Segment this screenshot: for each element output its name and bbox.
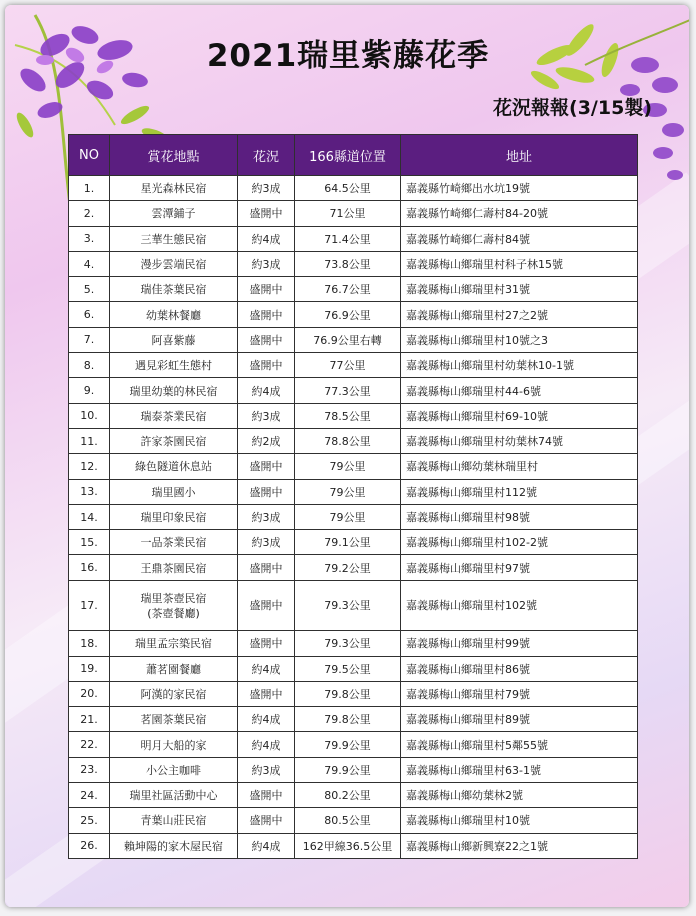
cell-address: 嘉義縣梅山鄉瑞里村31號 (401, 277, 638, 302)
table-row (69, 201, 638, 226)
cell-no: 5. (69, 277, 110, 302)
table-row (69, 428, 638, 453)
cell-status: 盛開中 (238, 479, 295, 504)
cell-no: 1. (69, 176, 110, 201)
cell-address: 嘉義縣梅山鄉瑞里村44-6號 (401, 378, 638, 403)
cell-no: 20. (69, 681, 110, 706)
cell-status: 約3成 (238, 504, 295, 529)
cell-status: 約3成 (238, 251, 295, 276)
cell-no: 3. (69, 226, 110, 251)
table-row (69, 277, 638, 302)
cell-address: 嘉義縣梅山鄉幼葉林瑞里村 (401, 454, 638, 479)
cell-address: 嘉義縣梅山鄉瑞里村27之2號 (401, 302, 638, 327)
cell-status: 盛開中 (238, 783, 295, 808)
cell-place: 星光森林民宿 (110, 176, 238, 201)
cell-no: 10. (69, 403, 110, 428)
cell-position: 79.1公里 (295, 530, 401, 555)
cell-place: 瑞泰茶業民宿 (110, 403, 238, 428)
cell-address: 嘉義縣梅山鄉瑞里村97號 (401, 555, 638, 580)
cell-address: 嘉義縣梅山鄉瑞里村63-1號 (401, 757, 638, 782)
cell-position: 78.5公里 (295, 403, 401, 428)
cell-position: 79公里 (295, 454, 401, 479)
cell-no: 26. (69, 833, 110, 858)
table-row (69, 555, 638, 580)
cell-status: 約3成 (238, 176, 295, 201)
table-row (69, 353, 638, 378)
cell-position: 79.9公里 (295, 757, 401, 782)
cell-address: 嘉義縣梅山鄉瑞里村98號 (401, 504, 638, 529)
cell-place (110, 580, 238, 631)
cell-position: 79.3公里 (295, 631, 401, 656)
cell-place: 雲潭鋪子 (110, 201, 238, 226)
cell-status: 約4成 (238, 833, 295, 858)
cell-place: 幼葉林餐廳 (110, 302, 238, 327)
table-row (69, 530, 638, 555)
cell-position: 71.4公里 (295, 226, 401, 251)
table-row (69, 454, 638, 479)
cell-place-line2: (茶壺餐廳) (147, 606, 200, 620)
cell-position: 78.8公里 (295, 428, 401, 453)
cell-status: 約4成 (238, 707, 295, 732)
header-place: 賞花地點 (110, 135, 238, 176)
cell-address: 嘉義縣梅山鄉瑞里村科子林15號 (401, 251, 638, 276)
cell-place: 小公主咖啡 (110, 757, 238, 782)
cell-position: 76.7公里 (295, 277, 401, 302)
cell-status: 盛開中 (238, 808, 295, 833)
cell-no: 18. (69, 631, 110, 656)
table-row (69, 504, 638, 529)
cell-status: 約3成 (238, 403, 295, 428)
cell-no: 17. (69, 580, 110, 631)
cell-no: 24. (69, 783, 110, 808)
cell-no: 14. (69, 504, 110, 529)
cell-position: 76.9公里 (295, 302, 401, 327)
cell-no: 7. (69, 327, 110, 352)
cell-status: 盛開中 (238, 555, 295, 580)
cell-address: 嘉義縣梅山鄉瑞里村86號 (401, 656, 638, 681)
cell-status: 盛開中 (238, 631, 295, 656)
cell-position: 71公里 (295, 201, 401, 226)
cell-no: 2. (69, 201, 110, 226)
table-row (69, 631, 638, 656)
header-address: 地址 (401, 135, 638, 176)
cell-no: 19. (69, 656, 110, 681)
table-row (69, 783, 638, 808)
cell-position: 79.9公里 (295, 732, 401, 757)
cell-no: 11. (69, 428, 110, 453)
cell-status: 約3成 (238, 530, 295, 555)
table-row (69, 176, 638, 201)
cell-no: 16. (69, 555, 110, 580)
cell-place: 瑞里印象民宿 (110, 504, 238, 529)
table-row (69, 707, 638, 732)
cell-place: 三華生態民宿 (110, 226, 238, 251)
cell-address: 嘉義縣梅山鄉瑞里村10號之3 (401, 327, 638, 352)
cell-address: 嘉義縣梅山鄉瑞里村幼葉林74號 (401, 428, 638, 453)
cell-no: 6. (69, 302, 110, 327)
cell-place: 一品茶業民宿 (110, 530, 238, 555)
cell-position: 64.5公里 (295, 176, 401, 201)
table-row (69, 757, 638, 782)
cell-address: 嘉義縣梅山鄉新興寮22之1號 (401, 833, 638, 858)
cell-place: 綠色隧道休息站 (110, 454, 238, 479)
cell-position: 79公里 (295, 504, 401, 529)
table-row (69, 302, 638, 327)
cell-status: 盛開中 (238, 580, 295, 631)
cell-status: 盛開中 (238, 302, 295, 327)
cell-position: 79.8公里 (295, 707, 401, 732)
cell-status: 約4成 (238, 226, 295, 251)
table-row (69, 226, 638, 251)
table-row (69, 378, 638, 403)
table-header-row (69, 135, 638, 176)
cell-status: 盛開中 (238, 353, 295, 378)
table-row (69, 327, 638, 352)
cell-address: 嘉義縣梅山鄉幼葉林2號 (401, 783, 638, 808)
cell-place: 蕭茗園餐廳 (110, 656, 238, 681)
header-status: 花況 (238, 135, 295, 176)
cell-position: 79公里 (295, 479, 401, 504)
cell-no: 22. (69, 732, 110, 757)
cell-place: 瑞佳茶葉民宿 (110, 277, 238, 302)
header-position: 166縣道位置 (295, 135, 401, 176)
cell-address: 嘉義縣梅山鄉瑞里村102號 (401, 580, 638, 631)
table-row (69, 833, 638, 858)
page-title: 2021瑞里紫藤花季 (206, 38, 490, 74)
cell-address: 嘉義縣竹崎鄉仁壽村84號 (401, 226, 638, 251)
table-row (69, 479, 638, 504)
cell-address: 嘉義縣梅山鄉瑞里村幼葉林10-1號 (401, 353, 638, 378)
cell-status: 盛開中 (238, 201, 295, 226)
cell-address: 嘉義縣梅山鄉瑞里村69-10號 (401, 403, 638, 428)
table-row (69, 580, 638, 631)
cell-place: 王鼎茶園民宿 (110, 555, 238, 580)
cell-status: 約3成 (238, 757, 295, 782)
cell-no: 8. (69, 353, 110, 378)
cell-place: 阿喜紫藤 (110, 327, 238, 352)
header-no: NO (69, 135, 110, 176)
cell-position: 77.3公里 (295, 378, 401, 403)
cell-address: 嘉義縣梅山鄉瑞里村79號 (401, 681, 638, 706)
cell-status: 盛開中 (238, 454, 295, 479)
cell-place: 瑞里幼葉的林民宿 (110, 378, 238, 403)
cell-status: 約4成 (238, 378, 295, 403)
cell-address: 嘉義縣竹崎鄉出水坑19號 (401, 176, 638, 201)
cell-no: 12. (69, 454, 110, 479)
cell-position: 79.2公里 (295, 555, 401, 580)
cell-status: 盛開中 (238, 277, 295, 302)
table-row (69, 251, 638, 276)
cell-place: 瑞里國小 (110, 479, 238, 504)
cell-place: 遇見彩虹生態村 (110, 353, 238, 378)
cell-place: 瑞里社區活動中心 (110, 783, 238, 808)
cell-address: 嘉義縣竹崎鄉仁壽村84-20號 (401, 201, 638, 226)
cell-position: 76.9公里右轉 (295, 327, 401, 352)
table-row (69, 732, 638, 757)
cell-place: 阿漢的家民宿 (110, 681, 238, 706)
cell-status: 約4成 (238, 656, 295, 681)
cell-position: 162甲線36.5公里 (295, 833, 401, 858)
cell-status: 約2成 (238, 428, 295, 453)
cell-address: 嘉義縣梅山鄉瑞里村89號 (401, 707, 638, 732)
cell-place: 茗園茶葉民宿 (110, 707, 238, 732)
cell-position: 73.8公里 (295, 251, 401, 276)
table-row (69, 656, 638, 681)
cell-no: 13. (69, 479, 110, 504)
cell-address: 嘉義縣梅山鄉瑞里村102-2號 (401, 530, 638, 555)
cell-status: 約4成 (238, 732, 295, 757)
cell-position: 80.2公里 (295, 783, 401, 808)
table-row (69, 808, 638, 833)
cell-place: 明月大船的家 (110, 732, 238, 757)
cell-no: 23. (69, 757, 110, 782)
cell-place: 賴坤陽的家木屋民宿 (110, 833, 238, 858)
cell-no: 9. (69, 378, 110, 403)
cell-position: 79.5公里 (295, 656, 401, 681)
cell-no: 21. (69, 707, 110, 732)
cell-place: 瑞里孟宗築民宿 (110, 631, 238, 656)
table-row (69, 681, 638, 706)
cell-place-line1: 瑞里茶壺民宿 (140, 591, 207, 605)
cell-address: 嘉義縣梅山鄉瑞里村112號 (401, 479, 638, 504)
cell-address: 嘉義縣梅山鄉瑞里村10號 (401, 808, 638, 833)
cell-place: 青葉山莊民宿 (110, 808, 238, 833)
cell-address: 嘉義縣梅山鄉瑞里村99號 (401, 631, 638, 656)
cell-no: 25. (69, 808, 110, 833)
cell-place: 許家茶園民宿 (110, 428, 238, 453)
cell-address: 嘉義縣梅山鄉瑞里村5鄰55號 (401, 732, 638, 757)
cell-status: 盛開中 (238, 327, 295, 352)
cell-position: 79.3公里 (295, 580, 401, 631)
cell-status: 盛開中 (238, 681, 295, 706)
cell-position: 77公里 (295, 353, 401, 378)
cell-position: 79.8公里 (295, 681, 401, 706)
page-subtitle: 花況報報(3/15製) (493, 97, 652, 119)
cell-no: 4. (69, 251, 110, 276)
cell-no: 15. (69, 530, 110, 555)
cell-place: 漫步雲端民宿 (110, 251, 238, 276)
table-row (69, 403, 638, 428)
flower-status-table (68, 134, 638, 859)
cell-position: 80.5公里 (295, 808, 401, 833)
